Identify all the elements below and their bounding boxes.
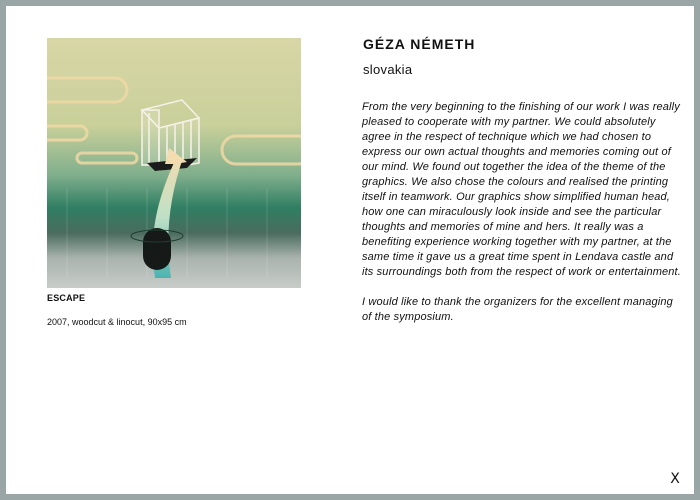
- close-button[interactable]: X: [664, 468, 686, 490]
- artwork-title: ESCAPE: [47, 293, 86, 303]
- artist-country: slovakia: [363, 62, 413, 77]
- statement-paragraph: I would like to thank the organizers for the excellent managing of the symposium.: [362, 296, 673, 323]
- lightbox-panel: [6, 6, 694, 494]
- statement-paragraph: From the very beginning to the finishing of our work I was really pleased to cooperate with my partner. We could absolutely agree in the respect of technique which we had chosen to express our own actual thoughts and memories coming out of our mind. We found out together the idea of the theme of the graphics. We also chose the colours and realised the printing itself in teamwork. Our graphics show simplified human head, how one can miraculously look inside and see the particular thoughts and memories of mine and hers. It really was a benefiting experience working together with my partner, at the same time it gave us a great time spent in Lendava castle and its surroundings both from the respect of work or entertainment.: [362, 101, 681, 278]
- artist-statement: [362, 100, 684, 340]
- artist-name: GÉZA NÉMETH: [363, 36, 476, 52]
- artwork-image: [47, 38, 301, 288]
- artwork-meta: 2007, woodcut & linocut, 90x95 cm: [47, 317, 187, 327]
